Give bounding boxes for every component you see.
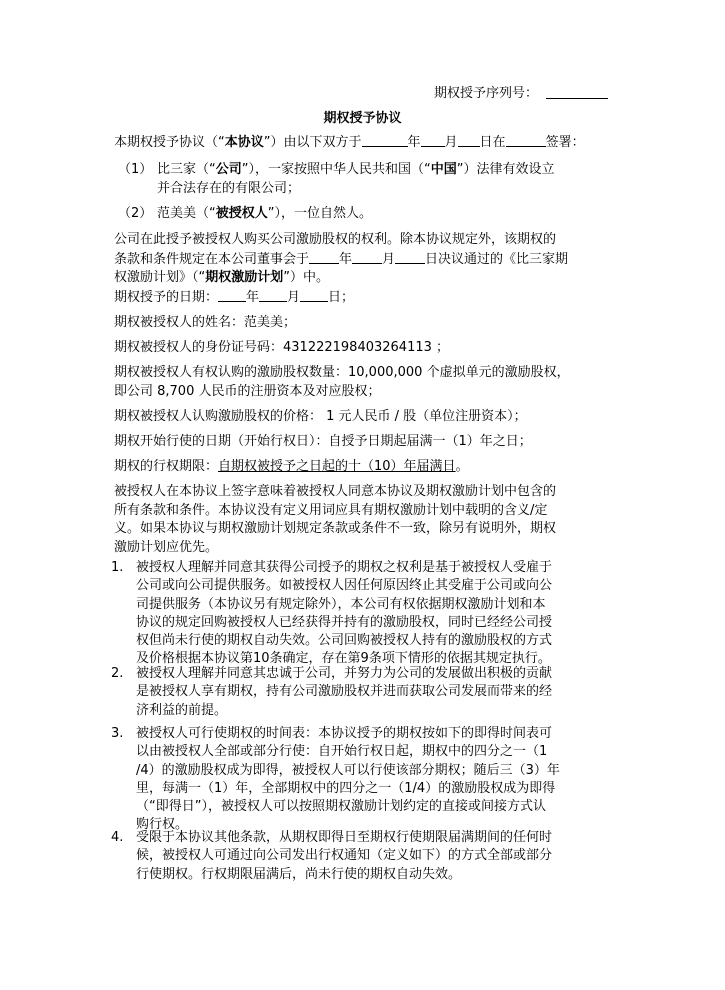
party-1-bold-country: 中国: [430, 162, 457, 177]
party-1-name: 比三家（“: [157, 162, 216, 177]
ack-line2: 所有条款和条件。本协议没有定义用词应具有期权激励计划中载明的含义/定: [114, 502, 548, 518]
party-2-number: （2）: [118, 206, 153, 221]
price-field: 期权被授权人认购激励股权的价格： 1 元人民币 / 股（单位注册资本）；: [114, 409, 527, 424]
term-label: 期权的行权期限：: [114, 459, 219, 474]
grant-date-year: 年: [246, 290, 260, 305]
clause-line: 司提供服务（本协议另有规定除外），本公司有权依据期权激励计划和本: [136, 596, 546, 612]
grant-line2a: 条款和条件规定在本公司董事会于: [114, 251, 310, 267]
clause-3: [136, 725, 614, 835]
clause-line: 被授权人理解并同意其忠诚于公司，并努力为公司的发展做出积极的贡献: [136, 666, 553, 681]
ack-line3: 义。如果本协议与期权激励计划规定条款或条件不一致，除另有说明外，期权: [114, 521, 557, 536]
clause-line: 被授权人理解并同意其获得公司授予的期权之权利是基于被授权人受雇于: [136, 560, 553, 575]
clause-line: 里，每满一（1）年，全部期权中的四分之一（1/4）的激励股权成为即得: [136, 780, 556, 796]
party-1-line2: 并合法存在的有限公司；: [157, 180, 301, 196]
clause-1: [136, 559, 614, 669]
intro-paragraph: [114, 133, 614, 153]
grant-line1: 公司在此授予被授权人购买公司激励股权的权利。除本协议规定外，该期权的: [114, 232, 557, 247]
clause-4-number: 4.: [111, 830, 124, 845]
serial-number-line: [434, 84, 608, 103]
blank-year: [362, 133, 408, 147]
grant-blank-year: [309, 250, 339, 264]
grant-date-month: 月: [287, 290, 301, 305]
grant-date-blank-month: [259, 288, 287, 302]
clause-line: /4）的激励股权成为即得，被授权人可以行使该部分期权；随后三（3）年: [136, 762, 560, 778]
ack-line4: 激励计划应优先。: [114, 539, 219, 555]
term-field: [114, 458, 614, 477]
start-date-field: 期权开始行使的日期（开始行权日）：自授予日期起届满一（1）年之日；: [114, 434, 532, 449]
intro-middle: ”）由以下双方于: [263, 135, 362, 150]
grant-line2d: 日决议通过的《比三家期: [425, 251, 569, 267]
grantee-name-field: 期权被授权人的姓名：范美美；: [114, 315, 297, 330]
intro-day: 日在: [479, 135, 506, 150]
grantee-id-field: 期权被授权人的身份证号码：431222198403264113 ；: [114, 340, 450, 355]
serial-number-label: 期权授予序列号：: [434, 86, 539, 101]
clause-line: 济利益的前提。: [136, 702, 228, 718]
grant-date-blank-year: [218, 288, 246, 302]
clause-line: 被授权人可行使期权的时间表：本协议授予的期权按如下的即得时间表可: [136, 726, 553, 741]
clause-line: 是被授权人享有期权，持有公司激励股权并进而获取公司发展而带来的经: [136, 684, 553, 700]
clause-line: 以由被授权人全部或部分行使：自开始行权日起，期权中的四分之一（1: [136, 744, 548, 760]
clause-line: 公司或向公司提供服务。如被授权人因任何原因终止其受雇于公司或向公: [136, 578, 553, 594]
clause-line: （“即得日”），被授权人可以按照期权激励计划约定的直接或间接方式认: [136, 799, 546, 815]
party-2-end: ”），一位自然人。: [267, 206, 373, 221]
party-2-text: [157, 205, 612, 224]
clause-1-number: 1.: [111, 560, 124, 575]
grant-line2c: 月: [382, 251, 396, 267]
clause-line: 行使期权。行权期限届满后，尚未行使的期权自动失效。: [136, 866, 462, 882]
quantity-line1: 期权被授权人有权认购的激励股权数量：10,000,000 个虚拟单元的激励股权，: [114, 365, 570, 380]
intro-bold-term: 本协议: [224, 135, 264, 150]
grant-bold-term: 期权激励计划: [205, 270, 284, 285]
party-2-bold-term: 被授权人: [215, 206, 268, 221]
grant-blank-month: [352, 250, 382, 264]
blank-month: [421, 133, 445, 147]
quantity-field: [114, 364, 614, 401]
party-1-text: [157, 161, 612, 198]
clause-line: 及价格根据本协议第10条确定，存在第9条项下情形的依据其规定执行。: [136, 651, 551, 667]
grant-blank-day: [395, 250, 425, 264]
grant-paragraph: [114, 231, 614, 288]
document-title: 期权授予协议: [323, 111, 402, 126]
grant-date-label: 期权授予的日期：: [114, 290, 219, 305]
intro-month: 月: [444, 135, 458, 150]
clause-line: 权但尚未行使的期权自动失效。公司回购被授权人持有的激励股权的方式: [136, 633, 553, 649]
serial-number-blank: [546, 84, 608, 99]
clause-3-number: 3.: [111, 726, 124, 741]
intro-suffix: 签署：: [545, 135, 585, 150]
ack-line1: 被授权人在本协议上签字意味着被授权人同意本协议及期权激励计划中包含的: [114, 484, 557, 499]
clause-2-number: 2.: [111, 666, 124, 681]
party-1-mid: ”），一家按照中华人民共和国（“: [241, 162, 431, 177]
party-1-bold-term: 公司: [215, 162, 242, 177]
party-2-name: 范美美（“: [157, 206, 216, 221]
clause-line: 协议的规定回购被授权人已经获得并持有的激励股权，同时已经经公司授: [136, 614, 553, 630]
acknowledgement-paragraph: [114, 483, 614, 557]
grant-line2b: 年: [339, 251, 353, 267]
grant-line3a: 权激励计划》（“: [114, 270, 206, 285]
clause-line: 受限于本协议其他条款，从期权即得日至期权行使期限届满期间的任何时: [136, 830, 553, 845]
party-1-number: （1）: [118, 162, 153, 177]
blank-day: [458, 133, 480, 147]
intro-prefix: 本期权授予协议（“: [114, 135, 225, 150]
quantity-line2: 即公司 8,700 人民币的注册资本及对应股权；: [114, 383, 381, 399]
grant-line3b: ”）中。: [283, 270, 330, 285]
clause-line: 候，被授权人可通过向公司发出行权通知（定义如下）的方式全部或部分: [136, 848, 553, 864]
grant-date-field: [114, 288, 614, 308]
clause-4: [136, 829, 614, 884]
intro-year: 年: [407, 135, 421, 150]
blank-place: [506, 133, 546, 147]
term-value: 自期权被授予之日起的十（10）年届满日: [218, 459, 456, 474]
term-period: 。: [455, 459, 469, 474]
grant-date-blank-day: [300, 288, 328, 302]
grant-date-day: 日；: [328, 290, 355, 305]
clause-2: [136, 665, 614, 720]
clause-line: 购行权。: [136, 817, 189, 833]
party-1-end: ”）法律有效设立: [456, 162, 555, 177]
